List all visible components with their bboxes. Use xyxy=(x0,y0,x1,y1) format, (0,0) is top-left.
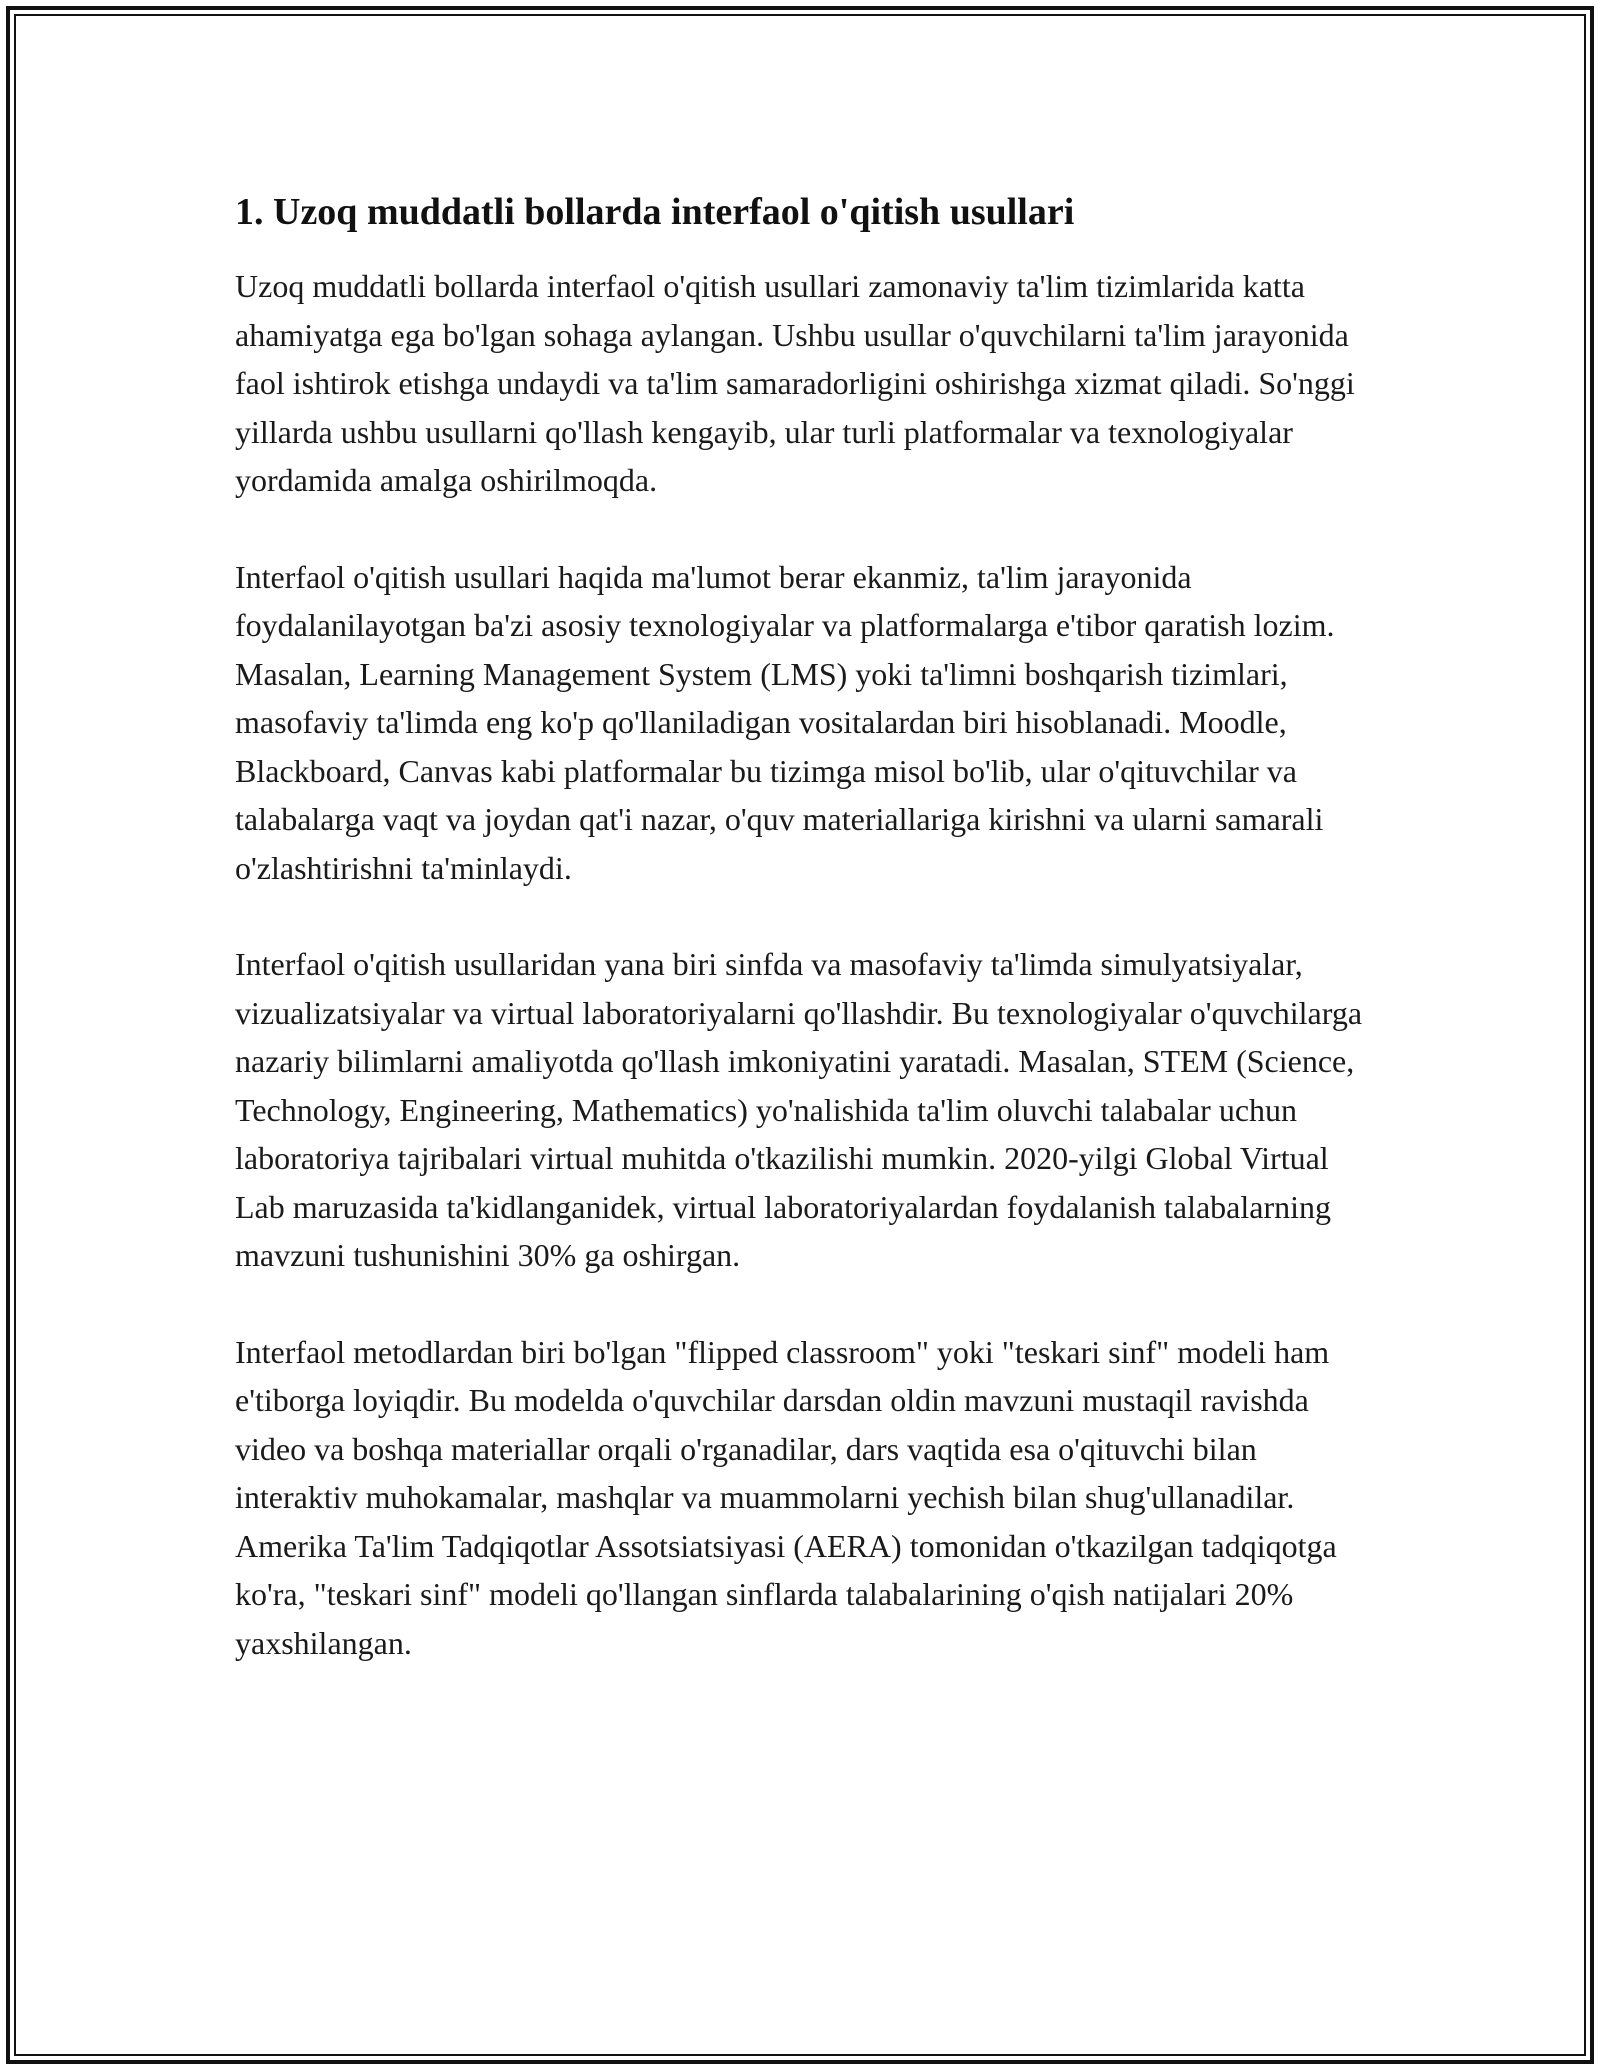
section-heading: 1. Uzoq muddatli bollarda interfaol o'qitish usullari xyxy=(235,191,1075,233)
paragraph-4: Interfaol metodlardan biri bo'lgan "flipped classroom" yoki "teskari sinf" modeli ham e'tiborga loyiqdir. Bu modelda o'quvchilar darsdan oldin mavzuni mustaqil ravishda video va boshqa materiallar orqali o'rganadilar, dars vaqtida esa o'qituvchi bilan interaktiv muhokamalar, mashqlar va muammolarni yechish bilan shug'ullanadilar. Amerika Ta'lim Tadqiqotlar Assotsiatsiyasi (AERA) tomonidan o'tkazilgan tadqiqotga ko'ra, "teskari sinf" modeli qo'llangan sinflarda talabalarining o'qish natijalari 20% yaxshilangan. xyxy=(235,1333,1337,1661)
paragraph-2: Interfaol o'qitish usullari haqida ma'lumot berar ekanmiz, ta'lim jarayonida foydalanilayotgan ba'zi asosiy texnologiyalar va platformalarga e'tibor qaratish lozim. Masalan, Learning Management System (LMS) yoki ta'limni boshqarish tizimlari, masofaviy ta'limda eng ko'p qo'llaniladigan vositalardan biri hisoblanadi. Moodle, Blackboard, Canvas kabi platformalar bu tizimga misol bo'lib, ular o'qituvchilar va talabalarga vaqt va joydan qat'i nazar, o'quv materiallariga kirishni va ularni samarali o'zlashtirishni ta'minlaydi. xyxy=(235,558,1335,886)
paragraph-1: Uzoq muddatli bollarda interfaol o'qitish usullari zamonaviy ta'lim tizimlarida katta ahamiyatga ega bo'lgan sohaga aylangan. Ushbu usullar o'quvchilarni ta'lim jarayonida faol ishtirok etishga undaydi va ta'lim samaradorligini oshirishga xizmat qiladi. So'nggi yillarda ushbu usullarni qo'llash kengayib, ular turli platformalar va texnologiyalar yordamida amalga oshirilmoqda. xyxy=(235,268,1355,498)
document-body xyxy=(235,188,1370,1715)
paragraph-3: Interfaol o'qitish usullaridan yana biri sinfda va masofaviy ta'limda simulyatsiyalar, vizualizatsiyalar va virtual laboratoriyalarni qo'llashdir. Bu texnologiyalar o'quvchilarga nazariy bilimlarni amaliyotda qo'llash imkoniyatini yaratadi. Masalan, STEM (Science, Technology, Engineering, Mathematics) yo'nalishida ta'lim oluvchi talabalar uchun laboratoriya tajribalari virtual muhitda o'tkazilishi mumkin. 2020-yilgi Global Virtual Lab maruzasida ta'kidlanganidek, virtual laboratoriyalardan foydalanish talabalarning mavzuni tushunishini 30% ga oshirgan. xyxy=(235,946,1363,1273)
